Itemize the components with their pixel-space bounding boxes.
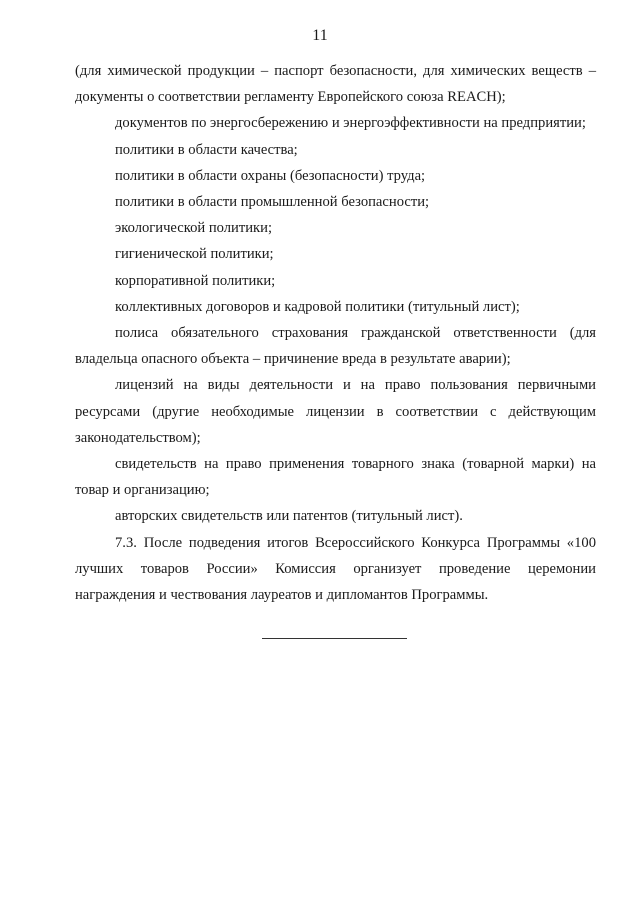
paragraph: документов по энергосбережению и энергоэффективности на предприятии; [115,115,586,132]
paragraph: 7.3. После подведения итогов Всероссийского Конкурса Программы «100 лучших товаров России» Комиссия организует проведение церемонии награждения и чествования лауреатов и дипломантов Программы. [75,534,596,604]
paragraph: коллективных договоров и кадровой политики (титульный лист); [115,298,520,315]
page-number: 11 [312,27,328,44]
paragraph: гигиенической политики; [115,246,274,263]
paragraph: (для химической продукции – паспорт безопасности, для химических веществ – документы о соответствии регламенту Европейского союза REACH); [75,63,596,106]
paragraph: политики в области охраны (безопасности) труда; [115,167,426,184]
paragraph: свидетельств на право применения товарного знака (товарной марки) на товар и организацию; [75,456,596,499]
closing-divider [262,638,407,639]
paragraph: авторских свидетельств или патентов (титульный лист). [115,508,463,525]
paragraph: политики в области промышленной безопасности; [115,194,430,211]
paragraph: лицензий на виды деятельности и на право пользования первичными ресурсами (другие необходимые лицензии в соответствии с действующим законодательством); [75,377,596,446]
paragraph: политики в области качества; [115,141,298,158]
paragraph: экологической политики; [115,220,273,237]
paragraph: полиса обязательного страхования гражданской ответственности (для владельца опасного объекта – причинение вреда в результате аварии); [75,325,596,368]
document-body [75,58,596,608]
paragraph: корпоративной политики; [115,272,276,289]
